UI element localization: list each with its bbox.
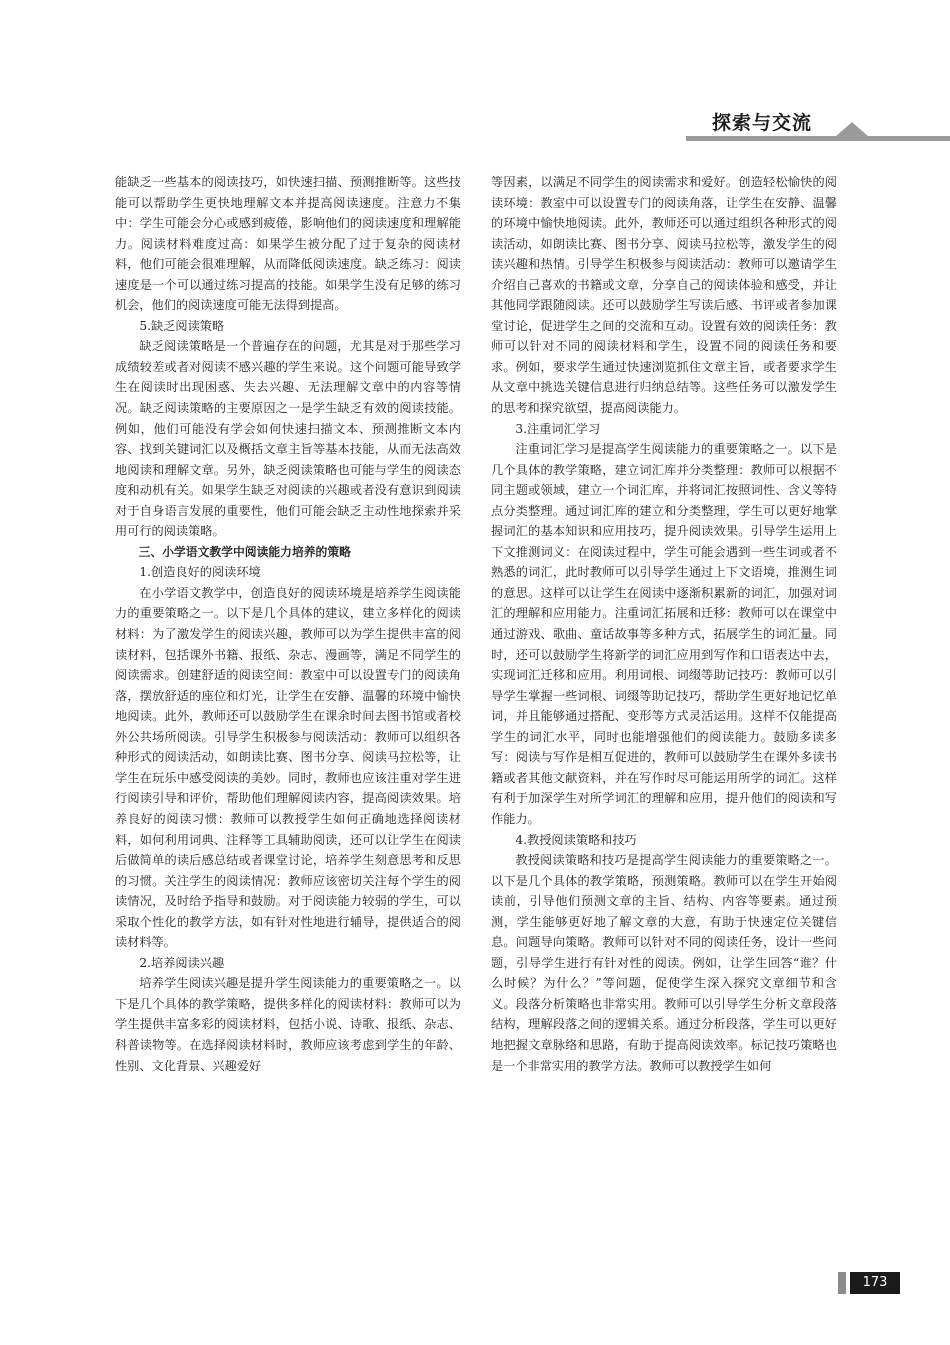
- subheading-vocabulary: 3.注重词汇学习: [515, 421, 601, 436]
- right-paragraph-1: 等因素，以满足不同学生的阅读需求和爱好。创造轻松愉快的阅读环境：教室中可以设置专门的阅读角落，让学生在安静、温馨的环境中愉快地阅读。此外，教师还可以通过组织各种形式的阅读活动，如朗读比赛、图书分享、阅读马拉松等，激发学生的阅读兴趣和热情。引导学生积极参与阅读活动：教师可以邀请学生介绍自己喜欢的书籍或文章，分享自己的阅读体验和感受，并让其他同学跟随阅读。还可以鼓励学生写读后感、书评或者参加课堂讨论，促进学生之间的交流和互动。设置有效的阅读任务：教师可以针对不同的阅读材料和学生，设置不同的阅读任务和要求。例如，要求学生通过快速浏览抓住文章主旨，或者要求学生从文章中挑选关键信息进行归纳总结等。这些任务可以激发学生的思考和探究欲望，提高阅读能力。: [491, 175, 837, 416]
- right-column: [491, 172, 837, 1076]
- page-number: 173: [850, 1272, 900, 1294]
- left-paragraph-4: 培养学生阅读兴趣是提升学生阅读能力的重要策略之一。以下是几个具体的教学策略，提供多样化的阅读材料：教师可以为学生提供丰富多彩的阅读材料，包括小说、诗歌、报纸、杂志、科普读物等。在选择阅读材料时，教师应该考虑到学生的年龄、性别、文化背景、兴趣爱好: [115, 976, 461, 1073]
- subheading-reading-environment: 1.创造良好的阅读环境: [139, 565, 261, 580]
- subheading-lack-reading-strategy: 5.缺乏阅读策略: [139, 318, 225, 333]
- header-bar-decoration: [686, 136, 950, 141]
- header-triangle-decoration: [835, 122, 869, 137]
- left-column: [115, 172, 461, 1076]
- right-paragraph-3: 教授阅读策略和技巧是提高学生阅读能力的重要策略之一。以下是几个具体的教学策略，预测策略。教师可以在学生开始阅读前，引导他们预测文章的主旨、结构、内容等要素。通过预测，学生能够更好地了解文章的大意，有助于快速定位关键信息。问题导向策略。教师可以针对不同的阅读任务，设计一些问题，引导学生进行有针对性的阅读。例如，让学生回答“谁？什么时候？为什么？”等问题，促使学生深入探究文章细节和含义。段落分析策略也非常实用。教师可以引导学生分析文章段落结构，理解段落之间的逻辑关系。通过分析段落，学生可以更好地把握文章脉络和思路，有助于提高阅读效率。标记技巧策略也是一个非常实用的教学方法。教师可以教授学生如何: [491, 853, 837, 1073]
- header-section-title: 探索与交流: [712, 112, 813, 134]
- left-paragraph-3: 在小学语文教学中，创造良好的阅读环境是培养学生阅读能力的重要策略之一。以下是几个具体的建议，建立多样化的阅读材料：为了激发学生的阅读兴趣，教师可以为学生提供丰富的阅读材料，包括课外书籍、报纸、杂志、漫画等，满足不同学生的阅读需求。创建舒适的阅读空间：教室中可以设置专门的阅读角落，摆放舒适的座位和灯光，让学生在安静、温馨的环境中愉快地阅读。此外，教师还可以鼓励学生在课余时间去图书馆或者校外公共场所阅读。引导学生积极参与阅读活动：教师可以组织各种形式的阅读活动，如朗读比赛、图书分享、阅读马拉松等，让学生在玩乐中感受阅读的美妙。同时，教师也应该注重对学生进行阅读引导和评价，帮助他们理解阅读内容，提高阅读效果。培养良好的阅读习惯：教师可以教授学生如何正确地选择阅读材料，如何利用词典、注释等工具辅助阅读，还可以让学生在阅读后做简单的读后感总结或者课堂讨论，培养学生刻意思考和反思的习惯。关注学生的阅读情况：教师应该密切关注每个学生的阅读情况，及时给予指导和鼓励。对于阅读能力较弱的学生，可以采取个性化的教学方法，如有针对性地进行辅导，提供适合的阅读材料等。: [115, 585, 461, 950]
- right-paragraph-2: 注重词汇学习是提高学生阅读能力的重要策略之一。以下是几个具体的教学策略，建立词汇库并分类整理：教师可以根据不同主题或领域，建立一个词汇库，并将词汇按照词性、含义等特点分类整理。通过词汇库的建立和分类整理，学生可以更好地掌握词汇的基本知识和应用技巧，提升阅读效果。引导学生运用上下文推测词义：在阅读过程中，学生可能会遇到一些生词或者不熟悉的词汇，此时教师可以引导学生通过上下文语境，推测生词的意思。这样可以让学生在阅读中逐渐积累新的词汇，加强对词汇的理解和应用能力。注重词汇拓展和迁移：教师可以在课堂中通过游戏、歌曲、童话故事等多种方式，拓展学生的词汇量。同时，还可以鼓励学生将新学的词汇应用到写作和口语表达中去，实现词汇迁移和应用。利用词根、词缀等助记技巧：教师可以引导学生掌握一些词根、词缀等助记技巧，帮助学生更好地记忆单词，并且能够通过搭配、变形等方式灵活运用。这样不仅能提高学生的词汇水平，同时也能增强他们的阅读能力。鼓励多读多写：阅读与写作是相互促进的，教师可以鼓励学生在课外多读书籍或者其他文献资料，并在写作时尽可能运用所学的词汇。这样有利于加深学生对所学词汇的理解和应用，提升他们的阅读和写作能力。: [491, 442, 837, 826]
- subheading-reading-strategies: 4.教授阅读策略和技巧: [515, 832, 637, 847]
- subheading-reading-interest: 2.培养阅读兴趣: [139, 955, 225, 970]
- page-number-accent: [838, 1272, 846, 1294]
- left-paragraph-2: 缺乏阅读策略是一个普遍存在的问题，尤其是对于那些学习成绩较差或者对阅读不感兴趣的学生来说。这个问题可能导致学生在阅读时出现困惑、失去兴趣、无法理解文章中的内容等情况。缺乏阅读策略的主要原因之一是学生缺乏有效的阅读技能。例如，他们可能没有学会如何快速扫描文本、预测推断文本内容、找到关键词汇以及概括文章主旨等基本技能，从而无法高效地阅读和理解文章。另外，缺乏阅读策略也可能与学生的阅读态度和动机有关。如果学生缺乏对阅读的兴趣或者没有意识到阅读对于自身语言发展的重要性，他们可能会缺乏主动性地探索并采用可行的阅读策略。: [115, 339, 461, 539]
- section-heading-3: 三、小学语文教学中阅读能力培养的策略: [138, 544, 351, 559]
- left-paragraph-1: 能缺乏一些基本的阅读技巧，如快速扫描、预测推断等。这些技能可以帮助学生更快地理解文本并提高阅读速度。注意力不集中：学生可能会分心或感到疲倦，影响他们的阅读速度和理解能力。阅读材料难度过高：如果学生被分配了过于复杂的阅读材料，他们可能会很难理解，从而降低阅读速度。缺乏练习：阅读速度是一个可以通过练习提高的技能。如果学生没有足够的练习机会，他们的阅读速度可能无法得到提高。: [115, 175, 461, 313]
